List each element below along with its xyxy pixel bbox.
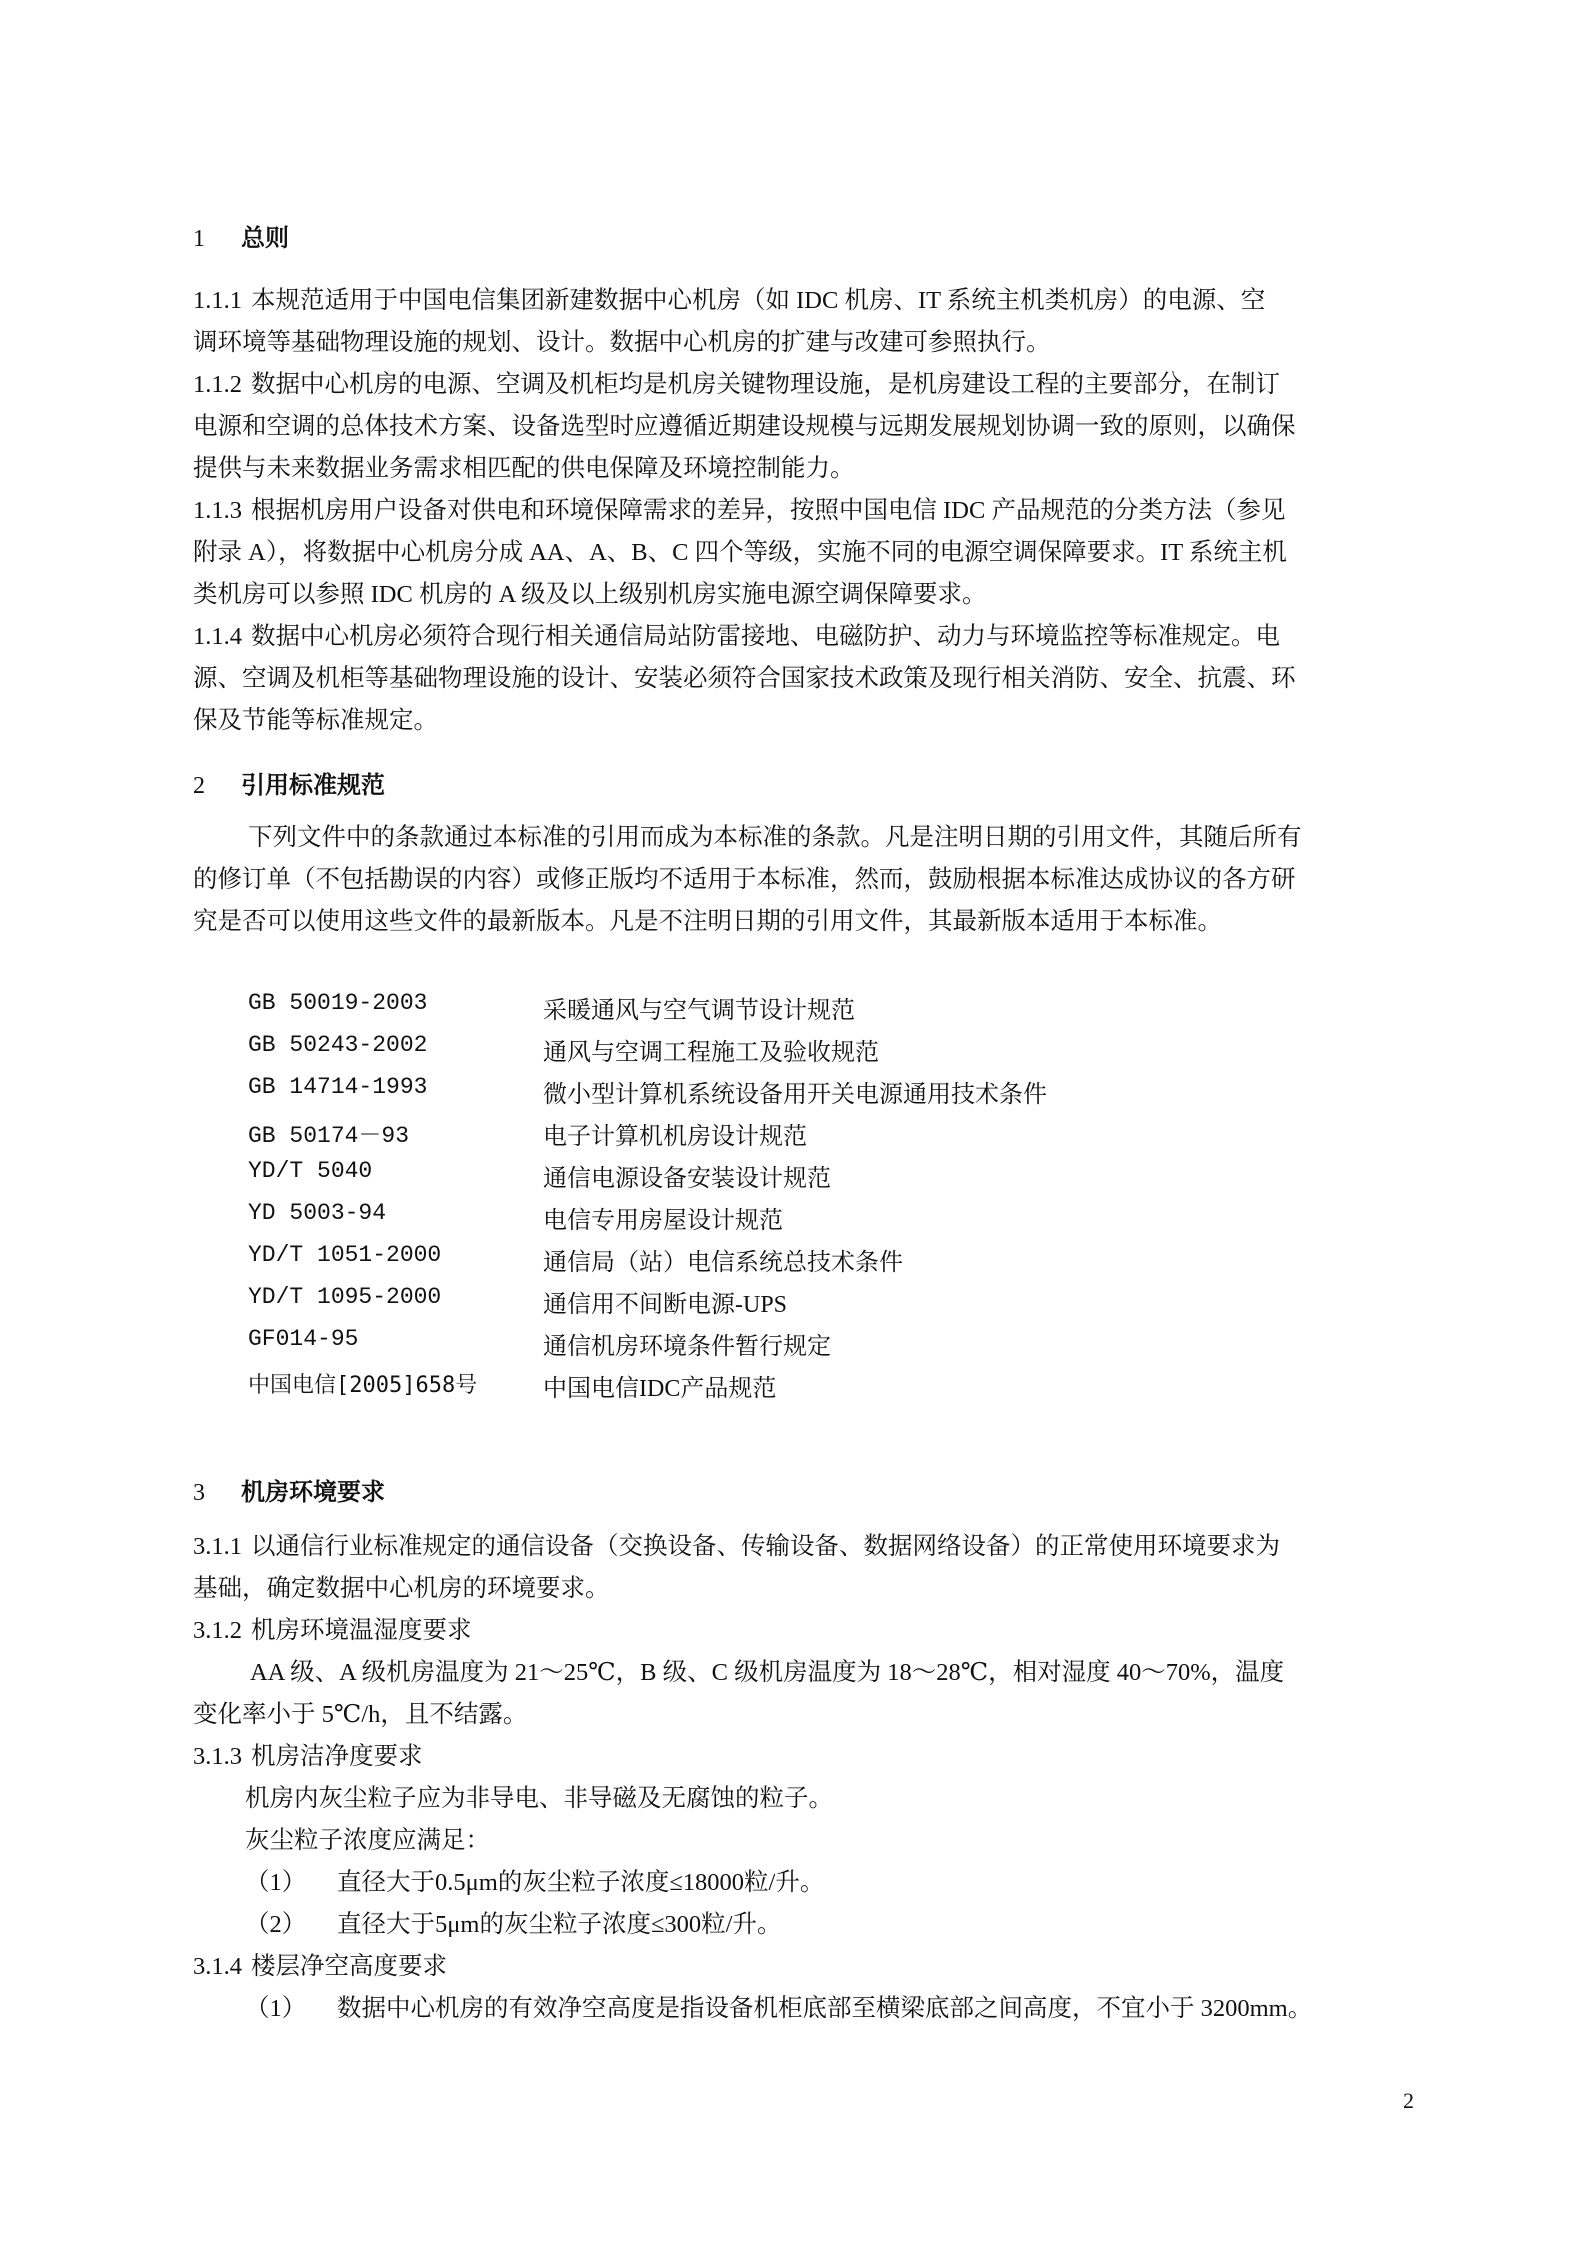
- clause-text: 以通信行业标准规定的通信设备（交换设备、传输设备、数据网络设备）的正常使用环境要求为: [251, 1533, 1280, 1560]
- reference-code: YD 5003-94: [248, 1200, 387, 1226]
- section-heading-1: [193, 218, 289, 253]
- clause-3-1-3-heading: [193, 1736, 423, 1778]
- list-item-label: （1）: [245, 1869, 307, 1896]
- intro-text: 究是否可以使用这些文件的最新版本。凡是不注明日期的引用文件，其最新版本适用于本标准。: [193, 908, 1222, 935]
- page-number: 2: [1403, 2088, 1414, 2113]
- clause-text: 电源和空调的总体技术方案、设备选型时应遵循近期建设规模与远期发展规划协调一致的原则，以确保: [193, 413, 1296, 440]
- reference-title: 电子计算机机房设计规范: [543, 1124, 807, 1150]
- clause-1-1-3-line-1: [193, 490, 1285, 532]
- list-item-text: 直径大于5μm的灰尘粒子浓度≤300粒/升。: [337, 1911, 782, 1938]
- clause-1-1-2-line-2: [193, 406, 1296, 448]
- clause-title: 楼层净空高度要求: [251, 1953, 447, 1980]
- reference-code: 中国电信[2005]658号: [248, 1373, 478, 1398]
- reference-code: GB 50019-2003: [248, 990, 428, 1016]
- intro-line-1: [248, 817, 1302, 859]
- reference-title: 采暖通风与空气调节设计规范: [543, 998, 855, 1024]
- section-title: 引用标准规范: [241, 771, 385, 799]
- list-item-text: 数据中心机房的有效净空高度是指设备机柜底部至横梁底部之间高度，不宜小于 3200mm。: [337, 1995, 1313, 2022]
- clause-1-1-4-line-1: [193, 616, 1280, 658]
- reference-title: 通信机房环境条件暂行规定: [543, 1334, 831, 1360]
- clause-3-1-2-line-1: [250, 1652, 1284, 1694]
- section-heading-3: [193, 1472, 385, 1507]
- clause-1-1-3-line-2: [193, 532, 1287, 574]
- clause-1-1-4-line-3: [193, 700, 438, 742]
- reference-code: GB 50243-2002: [248, 1032, 428, 1058]
- clause-1-1-1-line-2: [193, 322, 1051, 364]
- clause-text: 保及节能等标准规定。: [193, 707, 438, 734]
- list-item: [245, 1988, 1312, 2030]
- clause-number: 1.1.2: [193, 371, 242, 398]
- clause-number: 3.1.2: [193, 1617, 242, 1644]
- intro-text: 的修订单（不包括勘误的内容）或修正版均不适用于本标准，然而，鼓励根据本标准达成协议的各方研: [193, 866, 1296, 893]
- section-number: 2: [193, 773, 205, 799]
- section-number: 1: [193, 226, 205, 252]
- clause-text: 类机房可以参照 IDC 机房的 A 级及以上级别机房实施电源空调保障要求。: [193, 581, 987, 608]
- intro-line-3: [193, 901, 1222, 943]
- clause-1-1-4-line-2: [193, 658, 1296, 700]
- clause-3-1-1-line-1: [193, 1526, 1280, 1568]
- reference-title: 通信用不间断电源-UPS: [543, 1292, 788, 1318]
- clause-text: 变化率小于 5℃/h，且不结露。: [193, 1701, 528, 1728]
- reference-code: YD/T 1051-2000: [248, 1242, 442, 1268]
- clause-3-1-3-line-2: [245, 1820, 490, 1862]
- intro-line-2: [193, 859, 1296, 901]
- clause-title: 机房洁净度要求: [251, 1743, 423, 1770]
- clause-number: 1.1.1: [193, 287, 242, 314]
- clause-text: 数据中心机房必须符合现行相关通信局站防雷接地、电磁防护、动力与环境监控等标准规定。电: [251, 623, 1280, 650]
- section-title: 总则: [241, 224, 289, 252]
- clause-number: 1.1.4: [193, 623, 242, 650]
- section-title: 机房环境要求: [241, 1478, 385, 1506]
- clause-number: 3.1.4: [193, 1953, 242, 1980]
- section-heading-2: [193, 765, 385, 800]
- clause-text: 附录 A），将数据中心机房分成 AA、A、B、C 四个等级，实施不同的电源空调保障要求。IT 系统主机: [193, 539, 1287, 566]
- reference-code: GF014-95: [248, 1326, 359, 1352]
- clause-3-1-2-line-2: [193, 1694, 527, 1736]
- clause-text: 本规范适用于中国电信集团新建数据中心机房（如 IDC 机房、IT 系统主机类机房）的电源、空: [251, 287, 1266, 314]
- list-item-text: 直径大于0.5μm的灰尘粒子浓度≤18000粒/升。: [337, 1869, 825, 1896]
- clause-3-1-3-line-1: [245, 1778, 833, 1820]
- reference-title: 通信电源设备安装设计规范: [543, 1166, 831, 1192]
- clause-1-1-2-line-3: [193, 448, 855, 490]
- clause-1-1-3-line-3: [193, 574, 987, 616]
- reference-title: 电信专用房屋设计规范: [543, 1208, 783, 1234]
- list-item-label: （1）: [245, 1995, 307, 2022]
- clause-number: 3.1.3: [193, 1743, 242, 1770]
- clause-text: AA 级、A 级机房温度为 21～25℃，B 级、C 级机房温度为 18～28℃，相对湿度 40～70%，温度: [250, 1659, 1285, 1686]
- clause-number: 3.1.1: [193, 1533, 242, 1560]
- clause-1-1-2-line-1: [193, 364, 1280, 406]
- list-item-label: （2）: [245, 1911, 307, 1938]
- list-item: [245, 1904, 781, 1946]
- clause-text: 数据中心机房的电源、空调及机柜均是机房关键物理设施，是机房建设工程的主要部分，在制订: [251, 371, 1280, 398]
- intro-text: 下列文件中的条款通过本标准的引用而成为本标准的条款。凡是注明日期的引用文件，其随后所有: [248, 824, 1302, 851]
- clause-number: 1.1.3: [193, 497, 242, 524]
- section-number: 3: [193, 1480, 205, 1506]
- clause-text: 基础，确定数据中心机房的环境要求。: [193, 1575, 610, 1602]
- clause-text: 源、空调及机柜等基础物理设施的设计、安装必须符合国家技术政策及现行相关消防、安全、抗震、环: [193, 665, 1296, 692]
- reference-code: GB 14714-1993: [248, 1074, 428, 1100]
- clause-title: 机房环境温湿度要求: [251, 1617, 472, 1644]
- reference-title: 中国电信IDC产品规范: [543, 1376, 777, 1402]
- clause-3-1-4-heading: [193, 1946, 447, 1988]
- reference-code: YD/T 5040: [248, 1158, 373, 1184]
- reference-title: 通信局（站）电信系统总技术条件: [543, 1250, 903, 1276]
- reference-title: 微小型计算机系统设备用开关电源通用技术条件: [543, 1082, 1047, 1108]
- clause-3-1-1-line-2: [193, 1568, 610, 1610]
- clause-3-1-2-heading: [193, 1610, 472, 1652]
- clause-text: 调环境等基础物理设施的规划、设计。数据中心机房的扩建与改建可参照执行。: [193, 329, 1051, 356]
- list-item: [245, 1862, 824, 1904]
- clause-text: 根据机房用户设备对供电和环境保障需求的差异，按照中国电信 IDC 产品规范的分类方法（参见: [251, 497, 1286, 524]
- clause-1-1-1-line-1: [193, 280, 1265, 322]
- clause-text: 提供与未来数据业务需求相匹配的供电保障及环境控制能力。: [193, 455, 855, 482]
- reference-code: GB 50174－93: [248, 1123, 410, 1149]
- reference-title: 通风与空调工程施工及验收规范: [543, 1040, 879, 1066]
- clause-text: 机房内灰尘粒子应为非导电、非导磁及无腐蚀的粒子。: [245, 1785, 833, 1812]
- reference-code: YD/T 1095-2000: [248, 1284, 442, 1310]
- clause-text: 灰尘粒子浓度应满足：: [245, 1827, 490, 1854]
